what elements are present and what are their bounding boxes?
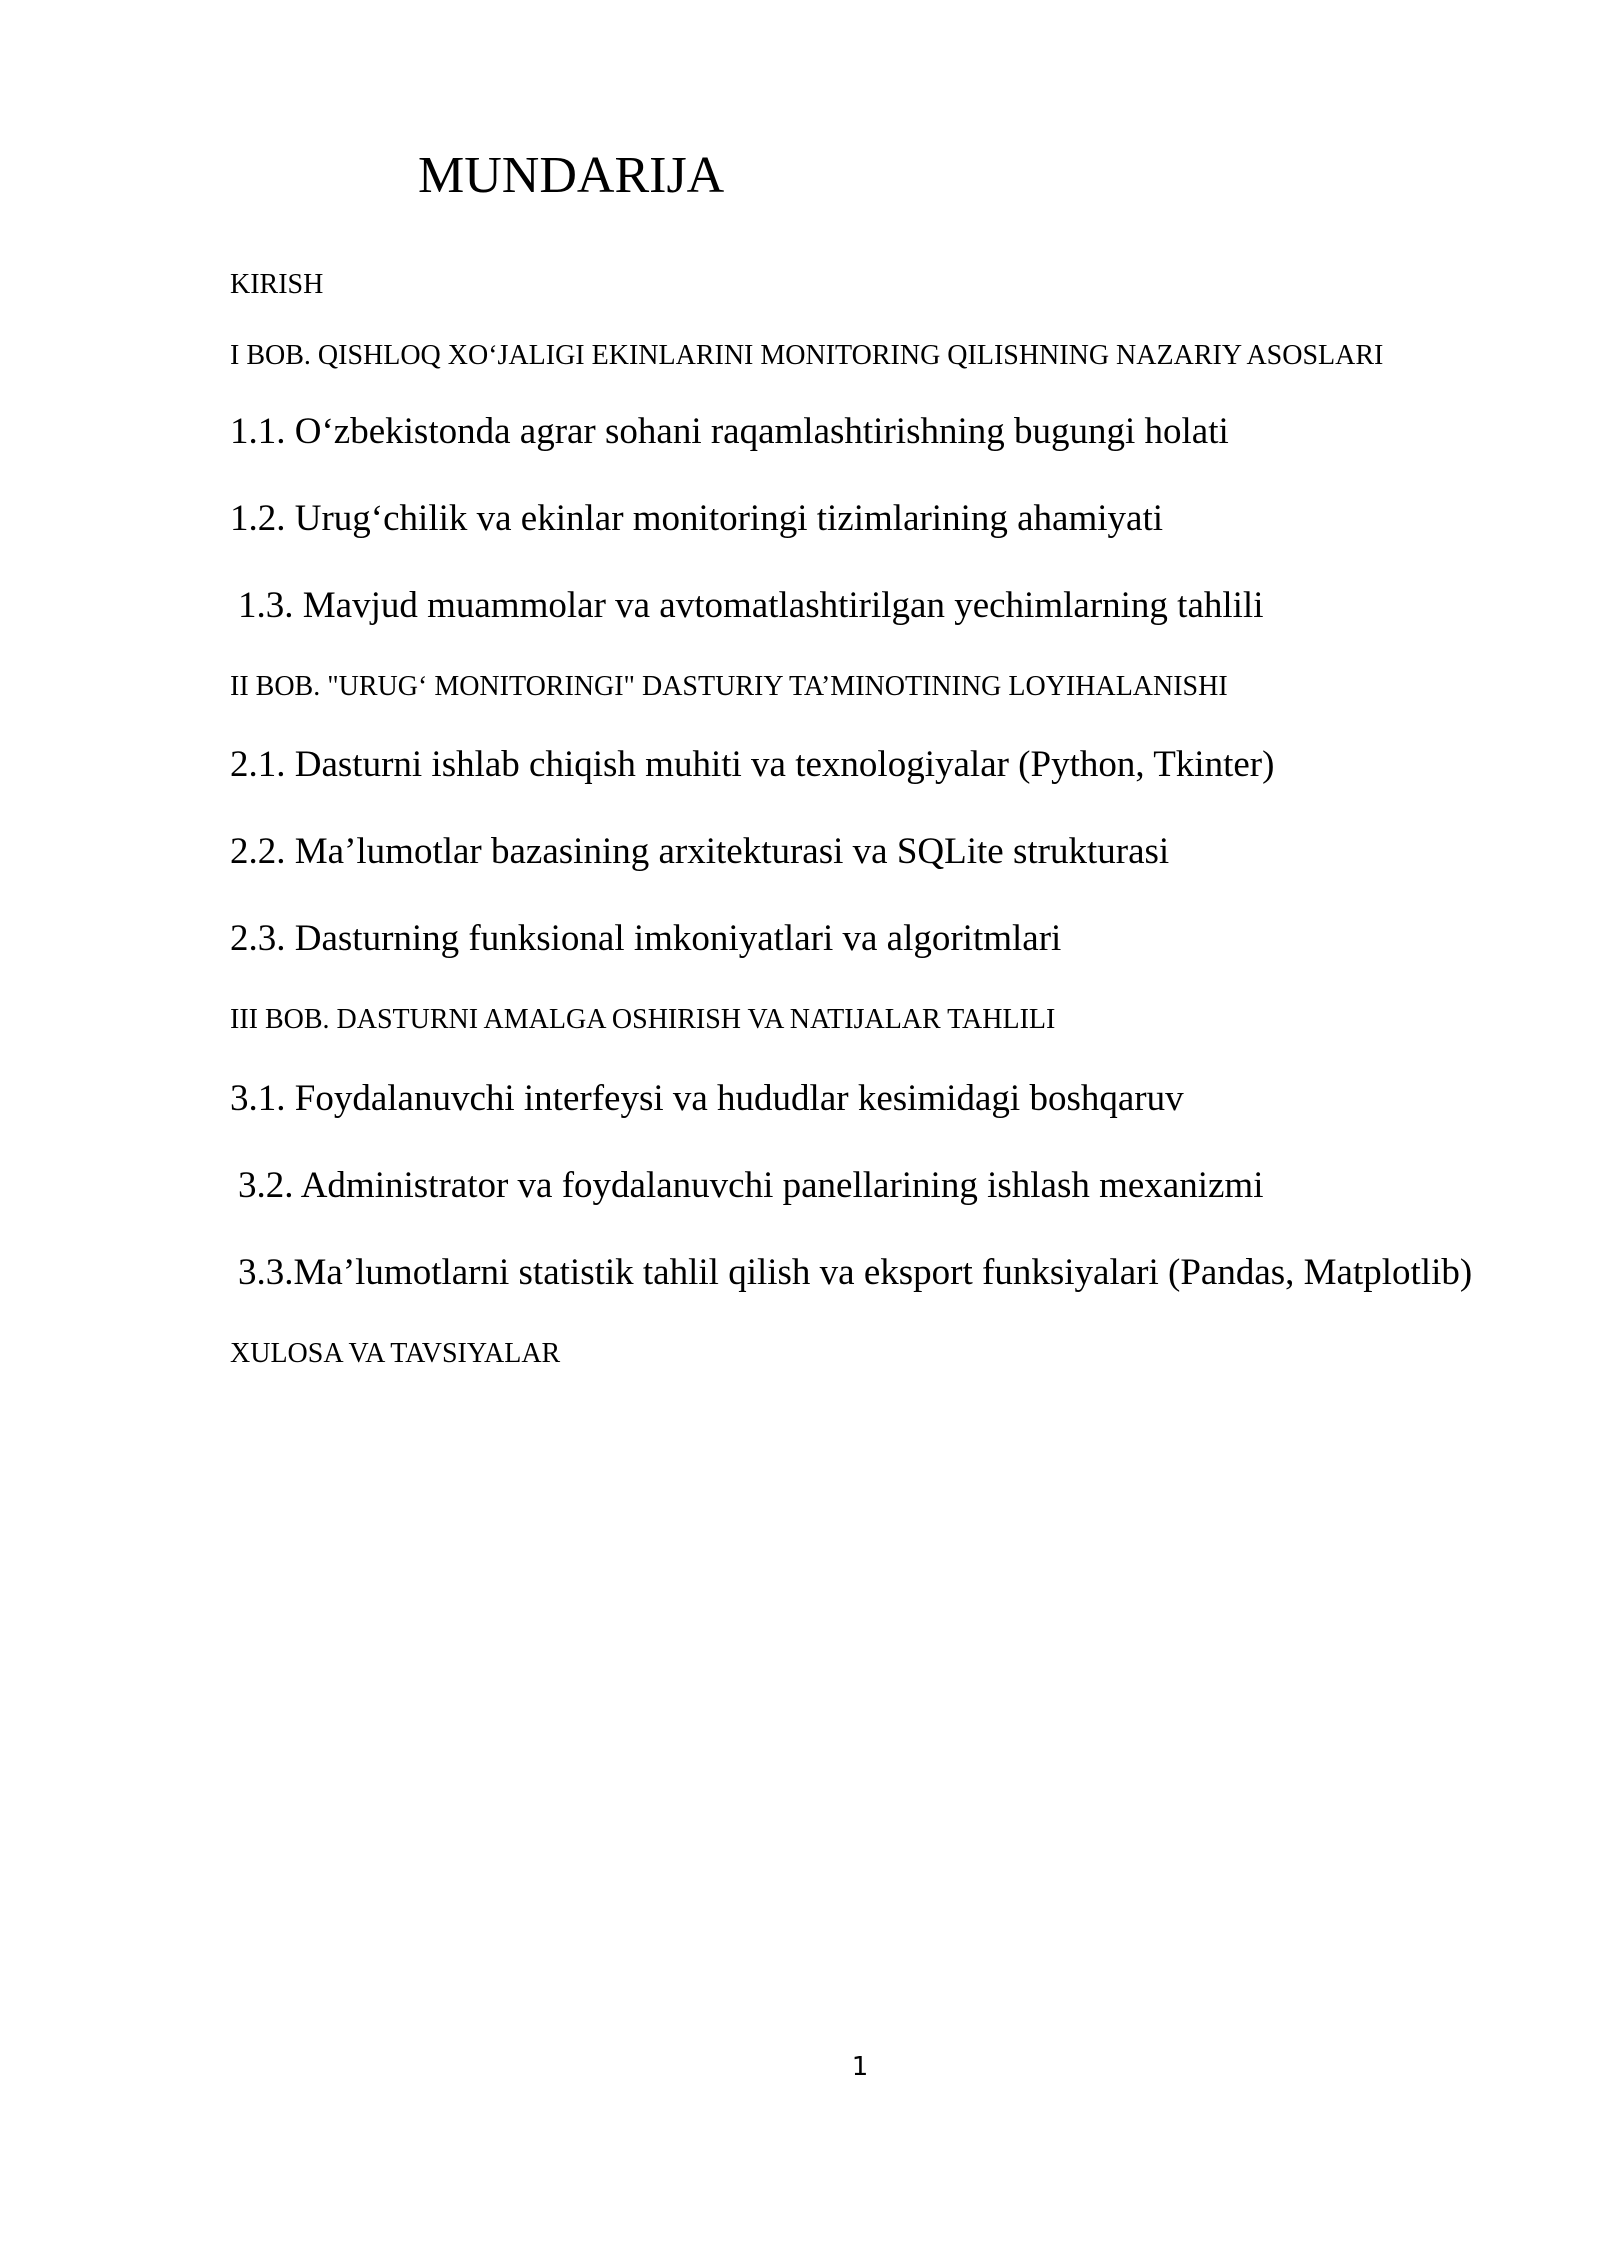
toc-entry-section-3-2: 3.2. Administrator va foydalanuvchi panellarining ishlash mexanizmi [238,1165,1264,1206]
toc-entry-section-2-2: 2.2. Ma’lumotlar bazasining arxitekturasi va SQLite strukturasi [230,831,1170,872]
toc-entry-section-1-3: 1.3. Mavjud muammolar va avtomatlashtirilgan yechimlarning tahlili [238,585,1264,626]
toc-entry-introduction: KIRISH [230,269,324,300]
toc-entry-conclusion: XULOSA VA TAVSIYALAR [230,1338,561,1369]
toc-entry-section-2-1: 2.1. Dasturni ishlab chiqish muhiti va texnologiyalar (Python, Tkinter) [230,744,1275,785]
toc-entry-section-2-3: 2.3. Dasturning funksional imkoniyatlari va algoritmlari [230,918,1062,959]
page-number: 1 [851,2052,869,2082]
toc-entry-section-3-1: 3.1. Foydalanuvchi interfeysi va hududlar kesimidagi boshqaruv [230,1078,1184,1119]
toc-entry-section-1-1: 1.1. O‘zbekistonda agrar sohani raqamlashtirishning bugungi holati [230,411,1229,452]
page-title: MUNDARIJA [418,147,725,204]
toc-entry-chapter-1: I BOB. QISHLOQ XO‘JALIGI EKINLARINI MONITORING QILISHNING NAZARIY ASOSLARI [230,340,1384,371]
toc-entry-section-1-2: 1.2. Urug‘chilik va ekinlar monitoringi tizimlarining ahamiyati [230,498,1164,539]
toc-entry-chapter-3: III BOB. DASTURNI AMALGA OSHIRISH VA NATIJALAR TAHLILI [230,1004,1056,1035]
toc-entry-section-3-3: 3.3.Ma’lumotlarni statistik tahlil qilish va eksport funksiyalari (Pandas, Matplotlib) [238,1252,1473,1293]
toc-entry-chapter-2: II BOB. "URUG‘ MONITORINGI" DASTURIY TA’MINOTINING LOYIHALANISHI [230,671,1228,702]
